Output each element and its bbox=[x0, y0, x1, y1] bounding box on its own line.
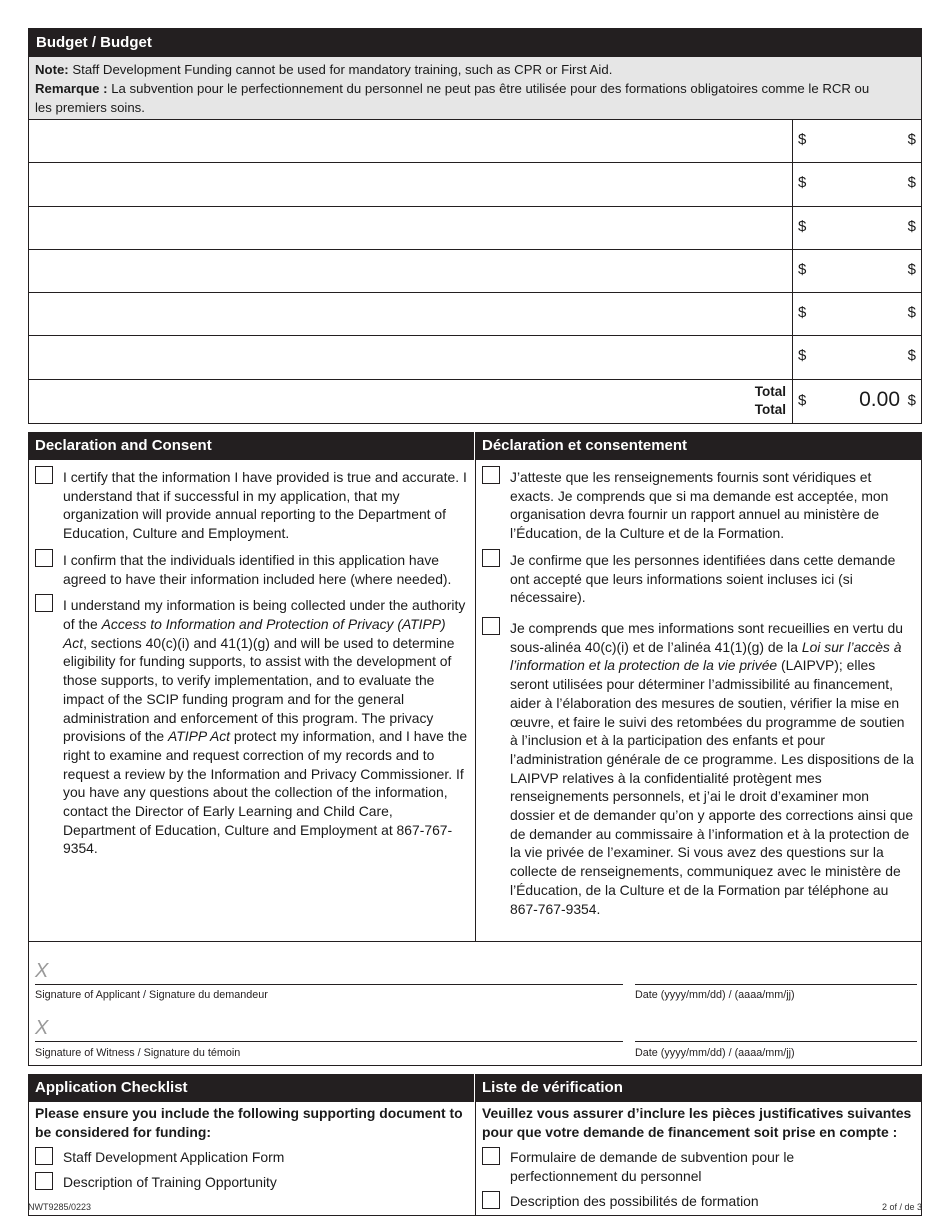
budget-row bbox=[29, 120, 921, 163]
budget-total-row bbox=[29, 380, 921, 423]
total-value: 0.00 bbox=[859, 387, 900, 411]
checklist-intro: Veuillez vous assurer d’inclure les pièces justificatives suivantes pour que votre demande de financement soit prise en compte : bbox=[482, 1105, 912, 1141]
consent-checkbox[interactable] bbox=[482, 466, 500, 484]
checklist-checkbox[interactable] bbox=[482, 1147, 500, 1165]
checklist-headers bbox=[28, 1074, 922, 1102]
declaration-item bbox=[35, 549, 469, 588]
dollar-sign: $ bbox=[907, 304, 916, 322]
checklist-section bbox=[28, 1074, 922, 1216]
date-label: Date (yyyy/mm/dd) / (aaaa/mm/jj) bbox=[635, 989, 795, 1002]
remarque-label: Remarque : bbox=[35, 81, 108, 96]
dollar-sign: $ bbox=[798, 174, 807, 192]
signature-x-mark: X bbox=[35, 1017, 49, 1040]
signature-block bbox=[28, 942, 922, 1066]
witness-signature-field[interactable] bbox=[35, 1041, 623, 1042]
remarque-text: La subvention pour le perfectionnement du personnel ne peut pas être utilisée pour des formations obligatoires comme le RCR ou les premiers soins. bbox=[35, 81, 870, 115]
dollar-sign: $ bbox=[907, 131, 916, 148]
budget-row bbox=[29, 336, 921, 379]
budget-header: Budget / Budget bbox=[29, 29, 921, 57]
checklist-item-label: Description of Training Opportunity bbox=[63, 1174, 277, 1191]
text-part: , sections 40(c)(i) and 41(1)(g) and will be used to determine eligibility for funding supports, to assist with the development of those supports, to verify implementation, and to evaluate the impact of the SCIP funding program and for the general administration and enforcement of this program. The privacy provisions of the bbox=[63, 634, 455, 745]
witness-signature-label: Signature of Witness / Signature du témoin bbox=[35, 1047, 241, 1060]
budget-amount-field[interactable] bbox=[793, 336, 921, 378]
text-part: (LAIPVP); elles seront utilisées pour déterminer l’admissibilité au financement, aider à l’élaboration des mesures de soutien, vérifier la mise en œuvre, et faire le suivi des retombées du programme de soutien à l’inclusion et à la participation des enfants et pour l’administration générale de ce programme. Les dispositions de la LAIPVP relatives à la confidentialité protègent mes renseignements personnels, et j’ai le droit d’examiner mon dossier et de demander qu’on y apporte des corrections ainsi que de demander au commissaire à l’information et à la protection de la vie privée de l’examiner. Si vous avez des questions sur la collecte de renseignements, communiquez avec le ministère de l’Éducation, de la Culture et de la Formation par téléphone au 867-767-9354. bbox=[510, 657, 914, 917]
signature-x-mark: X bbox=[35, 960, 49, 983]
budget-amount-field[interactable] bbox=[793, 120, 921, 162]
total-label-en: Total bbox=[754, 383, 786, 399]
budget-description-field[interactable] bbox=[29, 250, 793, 292]
checklist-item bbox=[35, 1172, 469, 1192]
declaration-columns bbox=[28, 460, 922, 942]
declaration-item bbox=[482, 549, 915, 607]
text-part: Je comprends que mes informations sont recueillies en vertu du sous-alinéa 40(c)(i) et de l’alinéa 41(1)(g) de la bbox=[510, 620, 903, 655]
budget-row bbox=[29, 207, 921, 250]
declaration-item bbox=[482, 466, 915, 543]
budget-description-field[interactable] bbox=[29, 163, 793, 205]
dollar-sign: $ bbox=[907, 260, 916, 278]
declaration-header-fr: Déclaration et consentement bbox=[475, 432, 922, 460]
applicant-signature-field[interactable] bbox=[35, 984, 623, 985]
checklist-item-label: Formulaire de demande de subvention pour le perfectionnement du personnel bbox=[510, 1149, 795, 1185]
consent-checkbox[interactable] bbox=[35, 594, 53, 612]
note-text: Staff Development Funding cannot be used for mandatory training, such as CPR or First Aid. bbox=[68, 62, 613, 77]
declaration-headers bbox=[28, 432, 922, 460]
act-name: ATIPP Act bbox=[168, 728, 231, 745]
dollar-sign: $ bbox=[798, 391, 807, 409]
checklist-intro: Please ensure you include the following supporting document to be considered for funding: bbox=[35, 1105, 463, 1141]
budget-amount-field[interactable] bbox=[793, 163, 921, 205]
checklist-item bbox=[482, 1191, 915, 1211]
consent-checkbox[interactable] bbox=[482, 617, 500, 635]
declaration-en bbox=[29, 460, 476, 941]
checklist-item bbox=[35, 1147, 469, 1167]
budget-total-field[interactable] bbox=[793, 380, 921, 423]
dollar-sign: $ bbox=[798, 304, 807, 322]
checklist-item bbox=[482, 1147, 915, 1186]
form-code: NWT9285/0223 bbox=[28, 1202, 92, 1212]
text-part: I understand my information is being collected under the authority of the bbox=[63, 597, 466, 632]
budget-row bbox=[29, 293, 921, 336]
dollar-sign: $ bbox=[907, 217, 916, 235]
budget-section bbox=[28, 28, 922, 424]
dollar-sign: $ bbox=[907, 391, 916, 409]
declaration-item bbox=[482, 617, 915, 918]
budget-amount-field[interactable] bbox=[793, 250, 921, 292]
form-page bbox=[28, 28, 922, 1216]
consent-checkbox[interactable] bbox=[482, 549, 500, 567]
budget-row bbox=[29, 163, 921, 206]
checklist-item-label: Staff Development Application Form bbox=[63, 1149, 285, 1166]
act-name: Access to Information and Protection of Privacy (ATIPP) Act bbox=[63, 616, 446, 651]
act-name: Loi sur l’accès à l’information et la protection de la vie privée bbox=[510, 638, 902, 674]
dollar-sign: $ bbox=[798, 347, 807, 365]
budget-description-field[interactable] bbox=[29, 293, 793, 335]
declaration-text: I certify that the information I have provided is true and accurate. I understand that if successful in my application, that my organization will provide annual reporting to the Department of Education, Culture and Employment. bbox=[63, 469, 467, 542]
checklist-checkbox[interactable] bbox=[35, 1147, 53, 1165]
applicant-signature-label: Signature of Applicant / Signature du demandeur bbox=[35, 989, 268, 1002]
date-label: Date (yyyy/mm/dd) / (aaaa/mm/jj) bbox=[635, 1047, 795, 1060]
budget-description-field[interactable] bbox=[29, 120, 793, 162]
budget-amount-field[interactable] bbox=[793, 207, 921, 249]
declaration-item bbox=[35, 594, 469, 858]
dollar-sign: $ bbox=[798, 260, 807, 278]
checklist-header-en: Application Checklist bbox=[28, 1074, 475, 1102]
declaration-text: Je confirme que les personnes identifiées dans cette demande ont accepté que leurs informations soient incluses ici (si nécessaire). bbox=[510, 551, 896, 606]
checklist-fr bbox=[476, 1102, 921, 1215]
consent-checkbox[interactable] bbox=[35, 466, 53, 484]
budget-description-field[interactable] bbox=[29, 207, 793, 249]
budget-description-field[interactable] bbox=[29, 336, 793, 378]
checklist-columns bbox=[28, 1102, 922, 1216]
budget-row bbox=[29, 250, 921, 293]
declaration-text bbox=[63, 594, 469, 858]
total-label-fr: Total bbox=[754, 401, 786, 417]
dollar-sign: $ bbox=[907, 174, 916, 192]
checklist-item-label: Description des possibilités de formation bbox=[510, 1193, 759, 1210]
consent-checkbox[interactable] bbox=[35, 549, 53, 567]
declaration-section bbox=[28, 432, 922, 1066]
total-label bbox=[29, 380, 793, 423]
declaration-header-en: Declaration and Consent bbox=[28, 432, 475, 460]
text-part: protect my information, and I have the right to examine and request correction of my records and to request a review by the Information and Privacy Commissioner. If you have any questions about the collection of the information, contact the Director of Early Learning and Child Care, Department of Education, Culture and Employment at 867-767-9354. bbox=[63, 728, 468, 857]
budget-amount-field[interactable] bbox=[793, 293, 921, 335]
budget-note bbox=[29, 57, 921, 120]
declaration-item bbox=[35, 466, 469, 543]
note-label: Note: bbox=[35, 62, 69, 77]
checklist-en bbox=[29, 1102, 476, 1215]
dollar-sign: $ bbox=[798, 131, 807, 148]
applicant-date-field[interactable] bbox=[635, 984, 917, 985]
checklist-checkbox[interactable] bbox=[35, 1172, 53, 1190]
budget-table bbox=[29, 120, 921, 423]
declaration-text bbox=[510, 617, 915, 918]
checklist-checkbox[interactable] bbox=[482, 1191, 500, 1209]
checklist-header-fr: Liste de vérification bbox=[475, 1074, 922, 1102]
dollar-sign: $ bbox=[907, 347, 916, 365]
page-number: 2 of / de 3 bbox=[881, 1202, 922, 1212]
dollar-sign: $ bbox=[798, 217, 807, 235]
declaration-text: I confirm that the individuals identified in this application have agreed to have their information included here (where needed). bbox=[63, 551, 452, 587]
witness-date-field[interactable] bbox=[635, 1041, 917, 1042]
declaration-text: J’atteste que les renseignements fournis sont véridiques et exacts. Je comprends que si ma demande est acceptée, mon organisation devra fournir un rapport annuel au ministère de l’Éducation, de la Culture et de la Formation. bbox=[510, 469, 889, 542]
declaration-fr bbox=[476, 460, 921, 941]
